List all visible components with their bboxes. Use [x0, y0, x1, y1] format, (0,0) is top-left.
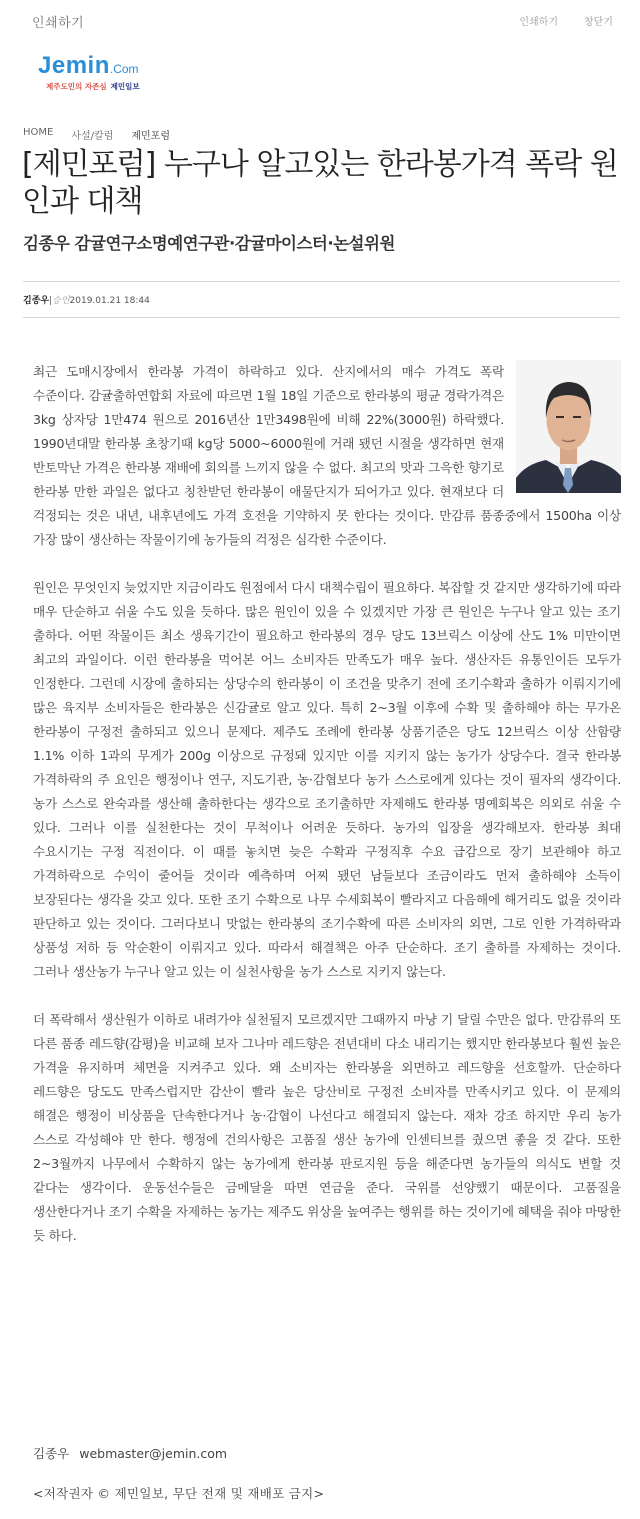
print-page-title: 인쇄하기	[32, 16, 85, 31]
byline-author: 김종우	[23, 296, 50, 306]
author-portrait-icon	[516, 360, 621, 493]
logo-tagline	[46, 81, 140, 92]
signature-name: 김종우	[33, 1446, 70, 1461]
logo-wordmark	[38, 54, 139, 81]
author-photo	[516, 360, 621, 493]
signature-email[interactable]: webmaster@jemin.com	[79, 1446, 228, 1461]
close-window-button[interactable]: 창닫기	[584, 17, 613, 28]
article-body	[33, 360, 621, 1272]
author-signature	[33, 1444, 227, 1462]
breadcrumb-home[interactable]: HOME	[23, 127, 54, 138]
divider	[23, 281, 620, 282]
article-paragraph: 원인은 무엇인지 늦었지만 지금이라도 원점에서 다시 대책수립이 필요하다. 복잡할 것 같지만 생각하기에 따라 매우 단순하고 쉬울 수도 있을 듯하다. 많은 원인이 있을 수 있겠지만 가장 큰 원인은 누구나 알고 있는 조기 출하다. 어떤 작물이든 최소 생육기간이 필요하고 한라봉의 경우 당도 13브릭스 이상에 산도 1% 미만이면 최고의 과일이다. 이런 한라봉을 먹어본 어느 소비자든 만족도가 매우 높다. 생산자든 유통인이든 모두가 인정한다. 그런데 시장에 출하되는 상당수의 한라봉이 이 조건을 맞추기 전에 조기수확과 출하가 이뤄지기에 많은 육지부 소비자들은 한라봉은 신감귤로 알고 있다. 특히 2~3월 이후에 수확 및 출하해야 하는 무가온 한라봉이 구정전 출하되고 있으니 문제다. 제주도 조례에 한라봉 상품기준은 당도 12브릭스 이상 산함량 1.1% 이하 1과의 무게가 200g 이상으로 규정돼 있지만 이를 지키지 않는 농가가 상당수다. 결국 한라봉 가격하락의 주 요인은 행정이나 연구, 지도기관, 농·감협보다 농가 스스로에게 있다는 것이 필자의 생각이다. 농가 스스로 완숙과를 생산해 출하한다는 생각으로 조기출하만 자제해도 한라봉 명예회복은 의외로 쉬울 수 있다. 그러나 이를 실천한다는 것이 무척이나 어려운 듯하다. 농가의 입장을 생각해보자. 한라봉 최대 수요시기는 구정 직전이다. 이 때를 놓치면 늦은 수확과 구정직후 수요 급감으로 장기 보관해야 하고 가격하락으로 수익이 줄어들 것이라 예측하며 어찌 됐던 남들보다 조금이라도 먼저 출하해야 소득이 보장된다는 생각을 갖고 있다. 또한 조기 수확으로 나무 수세회복이 빨라지고 다음해에 해거리도 없을 것이라 판단하고 있는 것이다. 그러다보니 맛없는 한라봉의 조기수확에 따른 소비자의 외면, 그로 인한 가격하락과 상품성 저하 등 악순환이 이뤄지고 있다. 따라서 해결책은 아주 단순하다. 조기 출하를 자제하는 것이다. 그러나 생산농가 누구나 알고 있는 이 실천사항을 농가 스스로 지키지 않는다.	[33, 580, 621, 979]
copyright-notice: <저작권자 © 제민일보, 무단 전재 및 재배포 금지>	[33, 1486, 325, 1501]
logo-dotcom: .Com	[109, 62, 139, 76]
breadcrumb	[23, 127, 170, 142]
byline	[23, 293, 150, 306]
article-paragraph	[33, 360, 621, 552]
logo-tagline-navy: 제민일보	[110, 82, 140, 91]
print-header-bar	[0, 0, 640, 42]
breadcrumb-jemin-forum[interactable]: 제민포럼	[131, 131, 170, 142]
byline-datetime: 2019.01.21 18:44	[69, 296, 150, 306]
logo-tagline-red: 제주도민의 자존심	[46, 82, 107, 91]
print-button[interactable]: 인쇄하기	[519, 17, 559, 28]
logo-word: Jemin	[38, 52, 110, 79]
byline-separator: |	[49, 296, 53, 306]
breadcrumb-editorial[interactable]: 사설/칼럼	[71, 131, 114, 142]
divider	[23, 317, 620, 318]
header-actions	[519, 13, 613, 28]
article-headline: [제민포럼] 누구나 알고있는 한라봉가격 폭락 원인과 대책	[22, 147, 618, 219]
jemin-logo[interactable]	[38, 54, 168, 96]
article-subtitle: 김종우 감귤연구소명예연구관·감귤마이스터·논설위원	[23, 234, 395, 253]
article-paragraph: 더 폭락해서 생산원가 이하로 내려가야 실천될지 모르겠지만 그때까지 마냥 기 달릴 수만은 없다. 만감류의 또 다른 품종 레드향(감평)을 비교해 보자 그나마 레드향은 전년대비 다소 내리기는 했지만 한라봉보다 훨씬 높은 가격을 유지하며 체면을 지켜주고 있다. 왜 소비자는 한라봉을 외면하고 레드향을 선호할까. 단순하다 레드향은 당도도 만족스럽지만 감산이 빨라 높은 당산비로 구정전 소비자를 만족시키고 있다. 이 문제의 해결은 행정이 비상품을 단속한다거나 농·감협이 나선다고 해결되지 않는다. 재차 강조 하지만 우리 농가 스스로 각성해야 만 한다. 행정에 건의사항은 고품질 생산 농가에 인센티브를 줬으면 좋을 것 같다. 또한 2~3월까지 나무에서 수확하지 않는 농가에게 한라봉 판로지원 등을 해준다면 농가들의 의식도 변할 것 같다는 생각이다. 운동선수들은 금메달을 따면 연금을 준다. 국위를 선양했기 때문이다. 고품질을 생산한다거나 조기 수확을 자제하는 농가는 제주도 위상을 높여주는 행위를 하는 것이기에 혜택을 줘야 마땅한 듯 하다.	[33, 1012, 621, 1243]
byline-approved-label: 승인	[52, 296, 70, 306]
paragraph-text: 최근 도매시장에서 한라봉 가격이 하락하고 있다. 산지에서의 매수 가격도 폭락 수준이다. 감귤출하연합회 자료에 따르면 1월 18일 기준으로 한라봉의 평균 경락가격은 3kg 상자당 1만474 원으로 2016년산 1만3498원에 비해 22%(3000원) 하락했다. 1990년대말 한라봉 초창기때 kg당 5000~6000원에 거래 됐던 시절을 생각하면 현재 반토막난 가격은 한라봉 재배에 회의를 느끼지 않을 수 없다. 최고의 맛과 그윽한 향기로 한라봉 만한 과일은 없다고 칭찬받던 한라봉이 애물단지가 되어가고 있다. 현재보다 더 걱정되는 것은 내년, 내후년에도 가격 호전을 기약하지 못 한다는 것이다. 만감류 품종중에서 1500ha 이상 가장 많이 생산하는 작물이기에 농가들의 걱정은 심각한 수준이다.	[33, 364, 621, 547]
